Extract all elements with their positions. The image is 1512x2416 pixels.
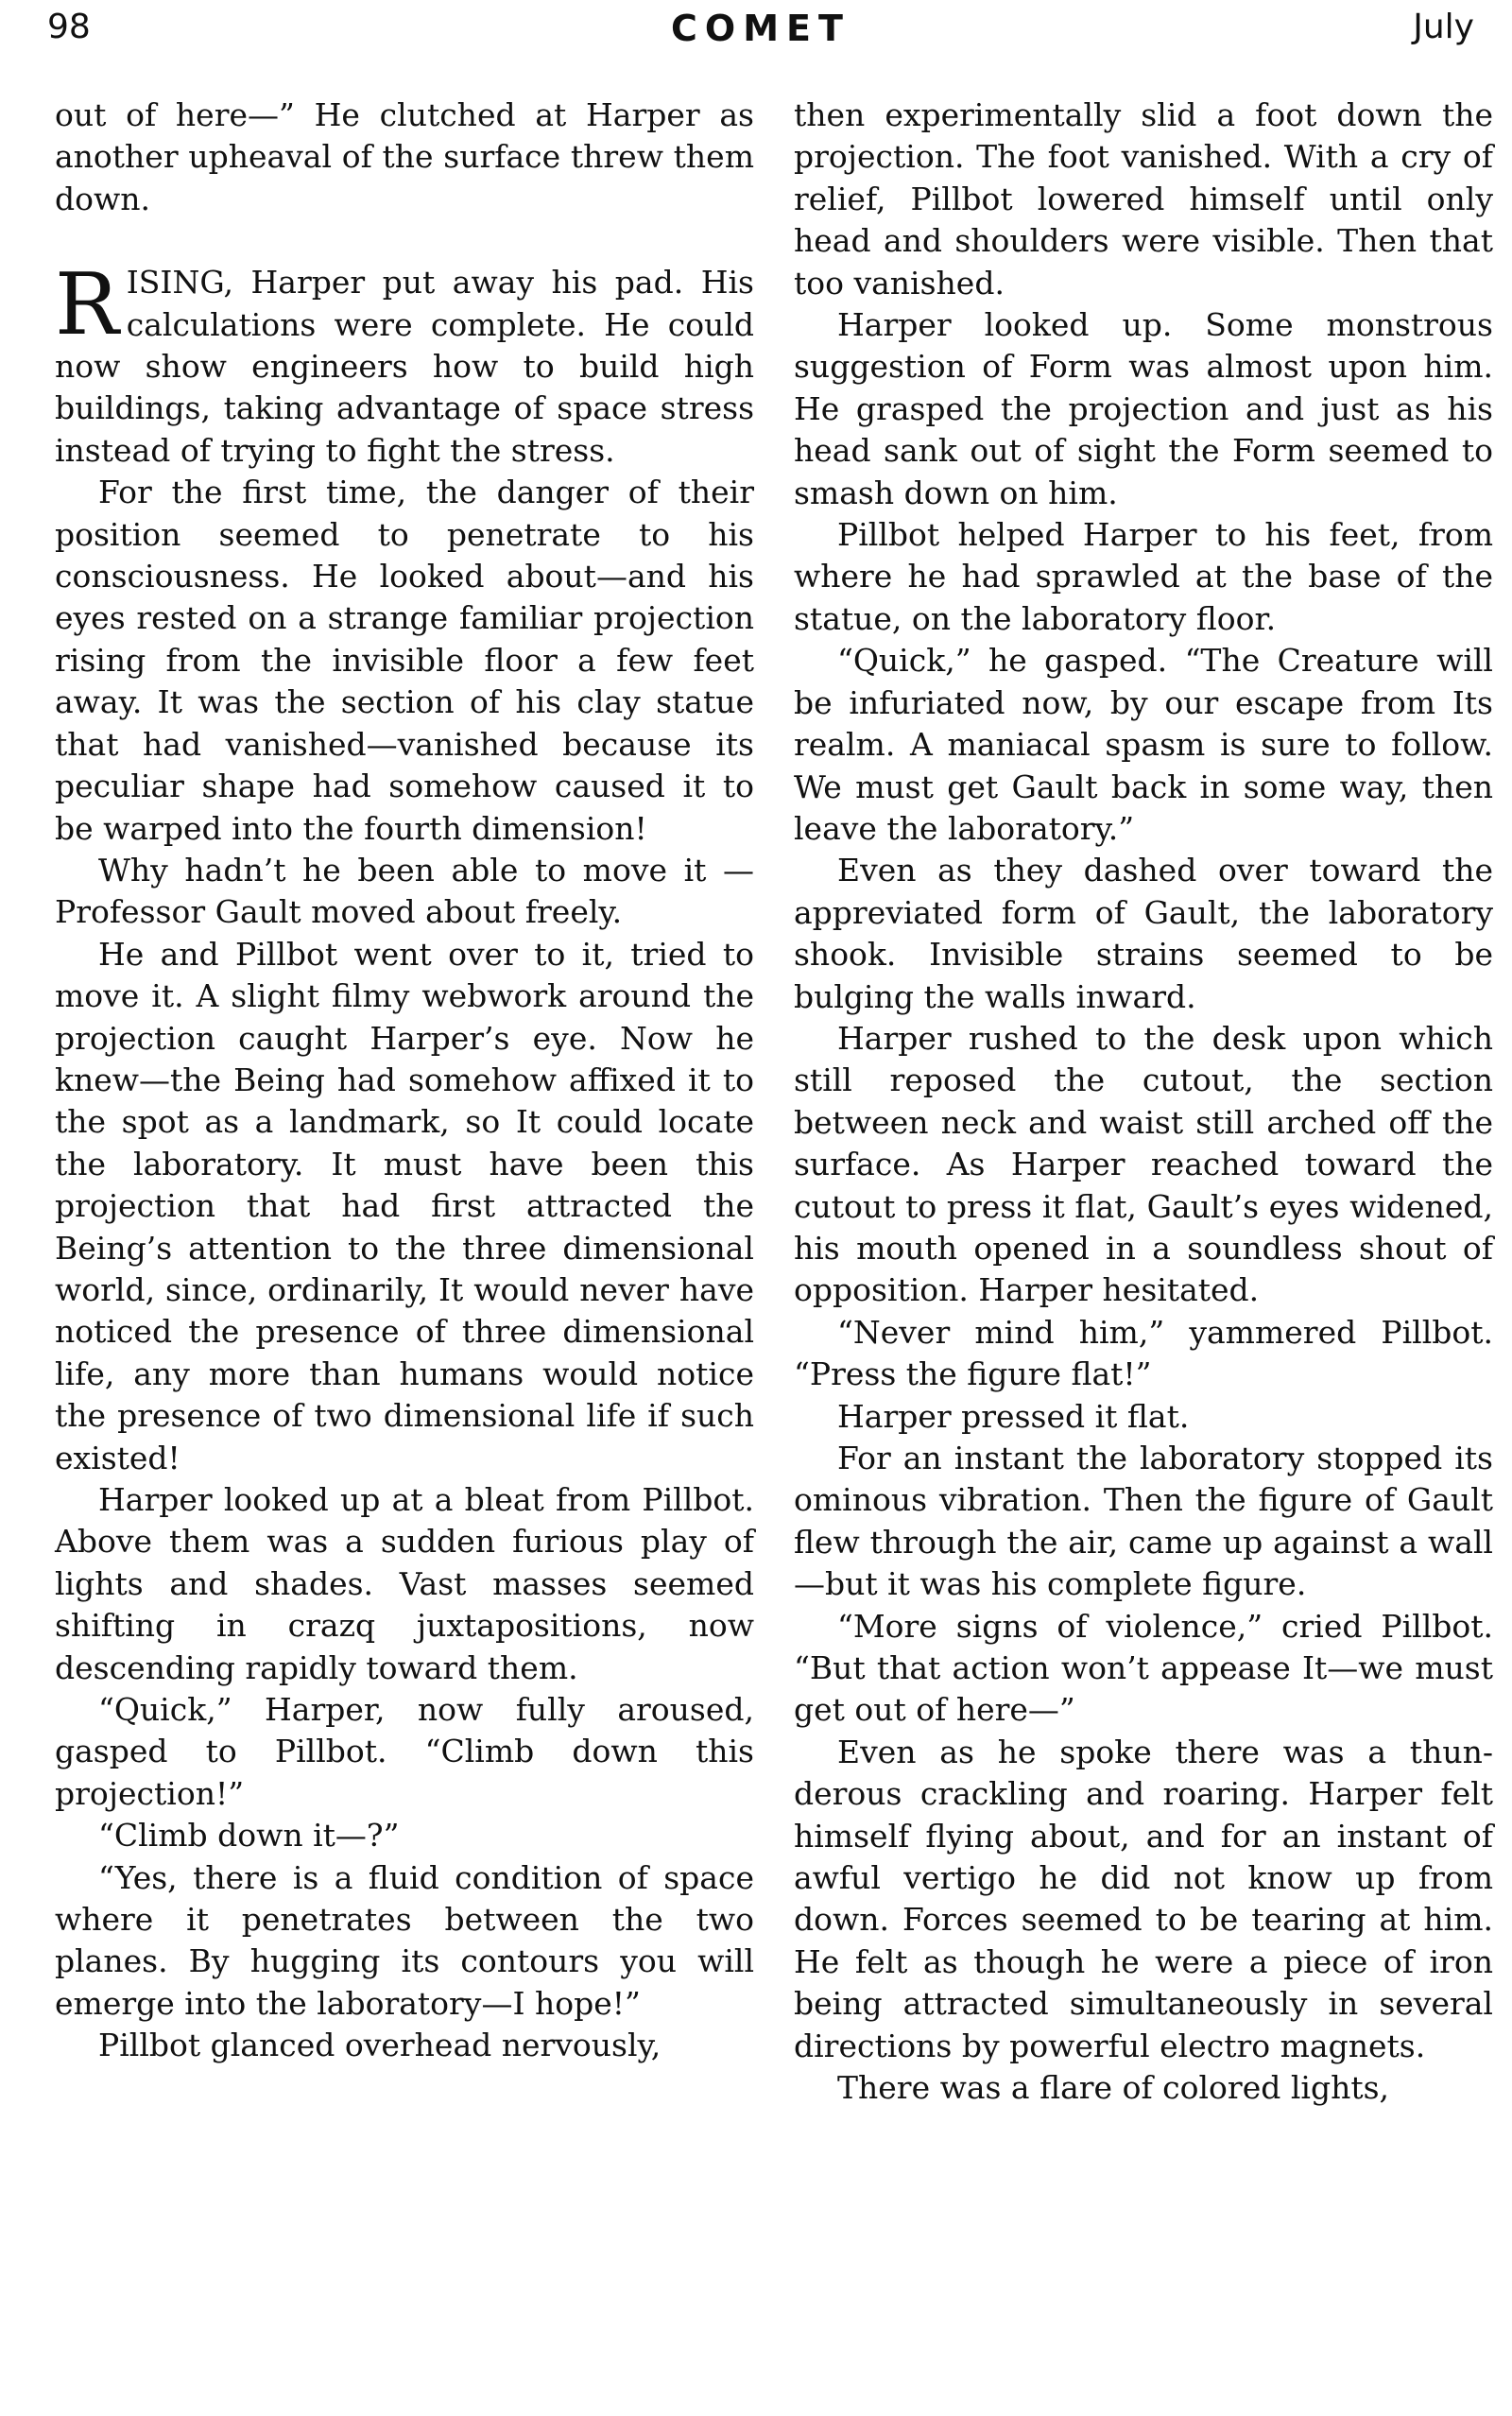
page-number: 98 — [47, 8, 91, 46]
paragraph: There was a flare of colored lights, — [837, 2069, 1390, 2107]
paragraph: “Yes, there is a fluid condition of space where it penetrates between the two planes. By hugging its contours you will emerge into the laboratory—I hope!” — [55, 1858, 754, 2022]
magazine-title: COMET — [671, 8, 850, 49]
paragraph-dropcap — [55, 255, 754, 472]
paragraph: Harper rushed to the desk upon which still reposed the cutout, the section between neck and waist still arched off the surface. As Harper reached toward the cutout to press it flat, Gault’s eyes widened, his mouth opened in a soundless shout of opposition. Harper hesitated. — [794, 1019, 1493, 1309]
left-column — [55, 95, 754, 2067]
issue-month: July — [1413, 8, 1474, 46]
paragraph: Even as they dashed over toward the appreviated form of Gault, the laboratory shook. Invisible strains seemed to be bulging the walls inward. — [794, 852, 1493, 1015]
paragraph: Harper pressed it flat. — [837, 1397, 1190, 1435]
paragraph: Even as he spoke there was a thunderous crackling and roaring. Harper felt himself flying about, and for an instant of awful vertigo he did not know up from down. Forces seemed to be tearing at him. He felt as though he were a piece of iron being attracted simultaneously in several directions by powerful electro magnets. — [794, 1733, 1493, 2064]
paragraph: “Quick,” Harper, now fully aroused, gasped to Pillbot. “Climb down this projection!” — [55, 1691, 754, 1812]
paragraph: “Climb down it—?” — [98, 1817, 400, 1855]
paragraph: out of here—” He clutched at Harper as another upheaval of the surface threw them down. — [55, 96, 754, 217]
page-header — [47, 8, 1474, 64]
right-column — [794, 95, 1493, 2110]
paragraph: then experimentally slid a foot down the projection. The foot vanished. With a cry of relief, Pillbot lowered himself until only head and shoulders were visible. Then that too vanished. — [794, 96, 1493, 302]
paragraph: “Never mind him,” yammered Pillbot. “Press the figure flat!” — [794, 1313, 1493, 1393]
paragraph: Pillbot helped Harper to his feet, from where he had sprawled at the base of the statue, on the laboratory floor. — [794, 516, 1493, 637]
paragraph: For the first time, the danger of their position seemed to penetrate to his consciousness. He looked about—and his eyes rested on a strange familiar projection rising from the invisible floor a few feet away. It was the section of his clay statue that had vanished—vanished because its peculiar shape had somehow caused it to be warped into the fourth dimension! — [55, 474, 754, 847]
drop-cap-letter: R — [55, 255, 119, 355]
paragraph: Harper looked up at a bleat from Pillbot. Above them was a sudden furious play of lights and shades. Vast masses seemed shifting in crazq juxtapositions, now descending rapidly toward them. — [55, 1481, 754, 1686]
paragraph: Harper looked up. Some monstrous suggestion of Form was almost upon him. He grasped the projection and just as his head sank out of sight the Form seemed to smash down on him. — [794, 306, 1493, 511]
paragraph: For an instant the laboratory stopped its ominous vibration. Then the figure of Gault flew through the air, came up against a wall—but it was his complete figure. — [794, 1440, 1493, 1603]
paragraph: Pillbot glanced overhead nervously, — [98, 2027, 662, 2064]
lead-word: ISING, — [126, 264, 233, 302]
paragraph: “More signs of violence,” cried Pillbot. “But that action won’t appease It—we must get out of here—” — [794, 1607, 1493, 1729]
paragraph: Why hadn’t he been able to move it —Professor Gault moved about freely. — [55, 851, 754, 931]
paragraph: “Quick,” he gasped. “The Creature will be infuriated now, by our escape from Its realm. A maniacal spasm is sure to follow. We must get Gault back in some way, then leave the laboratory.” — [794, 642, 1493, 847]
paragraph-text: Harper put away his pad. His calculations were complete. He could now show engineers how to build high buildings, taking advantage of space stress instead of trying to fight the stress. — [55, 264, 754, 469]
paragraph: He and Pillbot went over to it, tried to move it. A slight filmy webwork around the projection caught Harper’s eye. Now he knew—the Being had somehow affixed it to the spot as a landmark, so It could locate the laboratory. It must have been this projection that had first attracted the Being’s attention to the three dimensional world, since, ordinarily, It would never have noticed the presence of three dimensional life, any more than humans would notice the presence of two dimensional life if such existed! — [55, 935, 754, 1476]
